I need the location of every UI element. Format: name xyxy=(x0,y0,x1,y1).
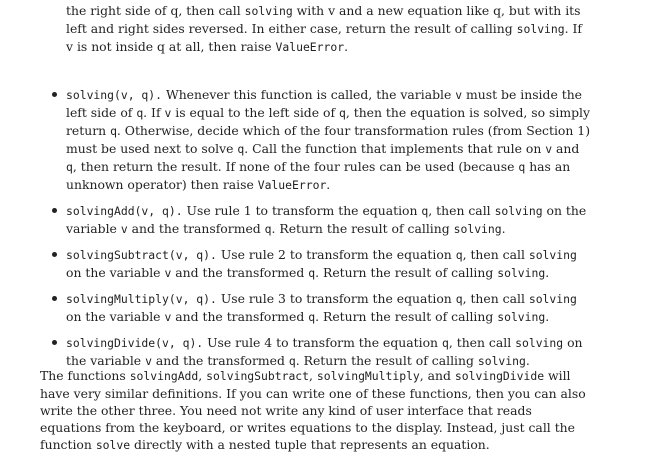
text-run: and the transformed xyxy=(171,309,309,324)
text-run: . Return the result of calling xyxy=(271,221,454,236)
inline-code: v xyxy=(545,142,553,156)
inline-code: v xyxy=(120,222,128,236)
inline-code: q xyxy=(455,292,463,306)
text-run: will have very similar definitions. If you can write one of these functions, then you can also write the other three. You need not write any kind of user interface that reads equations from the keyboard, or writes equations to the display. Instead, just call the function xyxy=(40,368,586,452)
text-run: , then call xyxy=(462,247,529,262)
text-run: and the transformed xyxy=(171,265,309,280)
inline-code: solving xyxy=(497,266,546,280)
closing-text xyxy=(40,368,586,452)
inline-code: solvingMultiply xyxy=(316,369,420,383)
bullet-icon xyxy=(52,252,57,257)
intro-text-2: with v and a new equation like q, but with its left and right sides reversed. In either case, return the result of calling xyxy=(66,3,581,36)
inline-code: q xyxy=(237,142,245,156)
text-run: . xyxy=(501,221,506,236)
inline-code: v xyxy=(164,106,172,120)
intro-text-3: . If v is not inside q at all, then raise xyxy=(66,21,582,54)
intro-paragraph xyxy=(66,2,592,56)
list-item xyxy=(66,290,592,326)
inline-code: q xyxy=(264,222,272,236)
text-run: directly with a nested tuple that represents an equation. xyxy=(130,437,490,452)
text-run: The functions xyxy=(40,368,130,383)
bullet-icon xyxy=(52,92,57,97)
text-run: on the variable xyxy=(66,203,587,236)
inline-code: solvingAdd xyxy=(129,369,199,383)
text-run: . Call the function that implements that rule on xyxy=(244,141,546,156)
text-run: Use rule 4 to transform the equation xyxy=(203,335,442,350)
inline-code: solve xyxy=(95,438,131,452)
inline-code: q xyxy=(110,124,117,138)
inline-code: solving xyxy=(528,292,577,306)
text-run: on the variable xyxy=(66,335,583,368)
text-run: , then call xyxy=(448,335,516,350)
inline-code: q xyxy=(518,160,526,174)
inline-code: solving xyxy=(515,336,564,350)
text-run: , then return the result. If none of the four rules can be used (because xyxy=(72,159,519,174)
text-run: , xyxy=(198,368,207,383)
text-run: . Return the result of calling xyxy=(315,265,498,280)
intro-code-solving: solving xyxy=(244,4,293,18)
inline-code: solving xyxy=(494,204,543,218)
inline-code: v xyxy=(455,88,463,102)
inline-code: solvingSubtract xyxy=(206,369,310,383)
text-run: and the transformed xyxy=(151,353,289,368)
text-run: . Return the result of calling xyxy=(295,353,478,368)
inline-code: q xyxy=(288,354,296,368)
text-run: Whenever this function is called, the variable xyxy=(162,87,456,102)
inline-code: solving xyxy=(453,222,502,236)
function-signature: solvingSubtract(v, q). xyxy=(66,248,217,262)
text-run: on the variable xyxy=(66,309,165,324)
inline-code: ValueError xyxy=(257,178,327,192)
text-run: , xyxy=(309,368,317,383)
closing-paragraph xyxy=(40,367,592,454)
list-item xyxy=(66,202,592,238)
text-run: . xyxy=(545,309,550,324)
intro-code-valueerror: ValueError xyxy=(275,40,345,54)
inline-code: solving xyxy=(528,248,577,262)
text-run: and the transformed xyxy=(127,221,265,236)
inline-code: q xyxy=(308,266,316,280)
text-run: , and xyxy=(419,368,455,383)
text-run: Use rule 1 to transform the equation xyxy=(182,203,422,218)
inline-code: v xyxy=(164,310,172,324)
text-run: has an unknown operator) then raise xyxy=(66,159,571,192)
bullet-icon xyxy=(52,340,57,345)
inline-code: solvingDivide xyxy=(454,369,545,383)
text-run: Use rule 3 to transform the equation xyxy=(216,291,456,306)
inline-code: v xyxy=(164,266,172,280)
inline-code: q xyxy=(421,204,429,218)
inline-code: q xyxy=(441,336,449,350)
list-item xyxy=(66,86,592,194)
text-run: Use rule 2 to transform the equation xyxy=(216,247,456,262)
text-run: . xyxy=(545,265,550,280)
list-item xyxy=(66,246,592,282)
bullet-icon xyxy=(52,208,57,213)
function-signature: solving(v, q). xyxy=(66,88,163,102)
text-run: , then the equation is solved, so simply return xyxy=(66,105,591,138)
inline-code: q xyxy=(338,106,346,120)
text-run: . If xyxy=(143,105,165,120)
text-run: is equal to the left side of xyxy=(171,105,339,120)
function-list xyxy=(66,86,592,378)
text-run: , then call xyxy=(462,291,529,306)
function-description xyxy=(66,87,590,192)
inline-code: solving xyxy=(497,310,546,324)
intro-text-1: the right side of q, then call xyxy=(66,3,245,18)
function-signature: solvingDivide(v, q). xyxy=(66,336,204,350)
inline-code: v xyxy=(145,354,152,368)
inline-code: q xyxy=(66,160,73,174)
text-run: . xyxy=(525,353,530,368)
text-run: . Otherwise, decide which of the four transformation rules (from Section 1) must be used next to solve xyxy=(66,123,591,156)
text-run: . Return the result of calling xyxy=(315,309,498,324)
text-run: on the variable xyxy=(66,265,165,280)
inline-code: q xyxy=(136,106,144,120)
intro-code-solving-2: solving xyxy=(516,22,565,36)
text-run: and xyxy=(552,141,580,156)
text-run: must be inside the left side of xyxy=(66,87,583,120)
function-signature: solvingMultiply(v, q). xyxy=(66,292,217,306)
list-item xyxy=(66,334,592,370)
text-run: , then call xyxy=(428,203,495,218)
intro-text-4: . xyxy=(344,39,349,54)
bullet-icon xyxy=(52,296,57,301)
inline-code: q xyxy=(308,310,316,324)
inline-code: q xyxy=(455,248,463,262)
text-run: . xyxy=(326,177,331,192)
function-signature: solvingAdd(v, q). xyxy=(66,204,183,218)
inline-code: solving xyxy=(477,354,526,368)
